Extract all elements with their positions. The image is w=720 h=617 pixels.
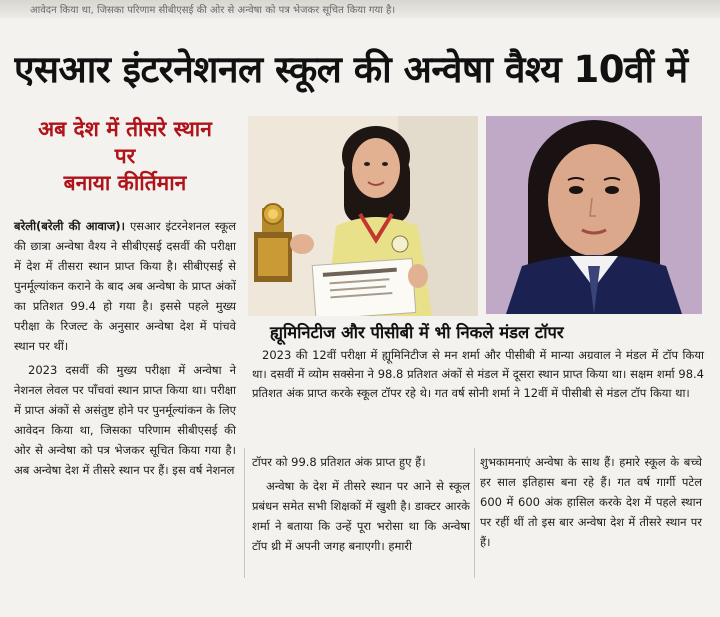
photo-student-trophy-illustration xyxy=(248,116,478,316)
photo-student-portrait-illustration xyxy=(486,116,702,314)
article-left-column xyxy=(14,216,236,484)
section-heading: ह्यूमिनिटीज और पीसीबी में भी निकले मंडल टॉपर xyxy=(270,323,564,342)
photo-student-portrait xyxy=(486,116,702,314)
dateline: बरेली(बरेली की आवाज)। xyxy=(14,219,125,233)
subhead-line-3: बनाया कीर्तिमान xyxy=(63,171,187,195)
article-paragraph xyxy=(14,216,236,356)
article-paragraph: टॉपर को 99.8 प्रतिशत अंक प्राप्त हुए हैं। xyxy=(252,455,426,469)
top-strip-text: आवेदन किया था, जिसका परिणाम सीबीएसई की ओर से अन्वेषा को पत्र भेजकर सूचित किया गया है। xyxy=(0,0,720,18)
paragraph-text: एसआर इंटरनेशनल स्कूल की छात्रा अन्वेषा वैश्य ने सीबीएसई दसवीं की परीक्षा में देश में तीसरा स्थान प्राप्त किया है। सीबीएसई से पुनर्मूल्यांकन कराने के बाद अब अन्वेषा के प्राप्त अंकों का प्रतिशत 99.4 हो गया है। इससे पहले मुख्य परीक्षा के रिजल्ट के अनुसार अन्वेषा देश में पांचवे स्थान पर थीं। xyxy=(14,219,237,353)
article-right-column xyxy=(480,452,702,556)
headline: एसआर इंटरनेशनल स्कूल की अन्वेषा वैश्य 10वीं में xyxy=(14,48,688,91)
column-divider xyxy=(244,448,245,578)
subhead-line-1: अब देश में तीसरे स्थान xyxy=(38,117,212,141)
subhead-line-2: पर xyxy=(114,144,136,168)
column-divider xyxy=(474,448,475,578)
article-middle-column xyxy=(252,452,470,560)
section-body: 2023 की 12वीं परीक्षा में ह्यूमिनिटीज से मन शर्मा और पीसीबी में मान्या अग्रवाल ने मंडल में टॉप किया था। दसवीं में व्योम सक्सेना ने 98.8 प्रतिशत अंकों से मंडल में दूसरा स्थान प्राप्त किया था। सक्षम शर्मा 98.4 प्रतिशत अंक प्राप्त करके स्कूल टॉपर रहे थे। गत वर्ष सोनी शर्मा ने 12वीं में पीसीबी से मंडल टॉप किया था। xyxy=(252,348,704,400)
article-paragraph: अन्वेषा के देश में तीसरे स्थान पर आने से स्कूल प्रबंधन समेत सभी शिक्षकों में खुशी है। डाक्टर आरके शर्मा ने बताया कि उन्हें पूरा भरोसा था कि अन्वेषा टॉप थ्री में अपनी जगह बनाएगी। हमारी xyxy=(252,479,470,553)
article-paragraph: शुभकामनाएं अन्वेषा के साथ हैं। हमारे स्कूल के बच्चे हर साल इतिहास बना रहे हैं। गत वर्ष गार्गी पटेल 600 में 600 अंक हासिल करके देश में पहले स्थान पर रहीं थीं तो इस बार अन्वेषा देश में तीसरे स्थान पर हैं। xyxy=(480,455,702,549)
article-paragraph: 2023 दसवीं की मुख्य परीक्षा में अन्वेषा ने नेशनल लेवल पर पाँचवां स्थान प्राप्त किया था। परीक्षा में प्राप्त अंकों से असंतुष्ट होने पर पुनर्मूल्यांकन के लिए आवेदन किया था, जिसका परिणाम सीबीएसई की ओर से अन्वेषा को पत्र भेजकर सूचित किया गया है। अब अन्वेषा देश में तीसरे स्थान पर हैं। इस वर्ष नेशनल xyxy=(14,363,236,477)
photo-student-with-trophy xyxy=(248,116,478,316)
subheadline xyxy=(14,116,236,197)
